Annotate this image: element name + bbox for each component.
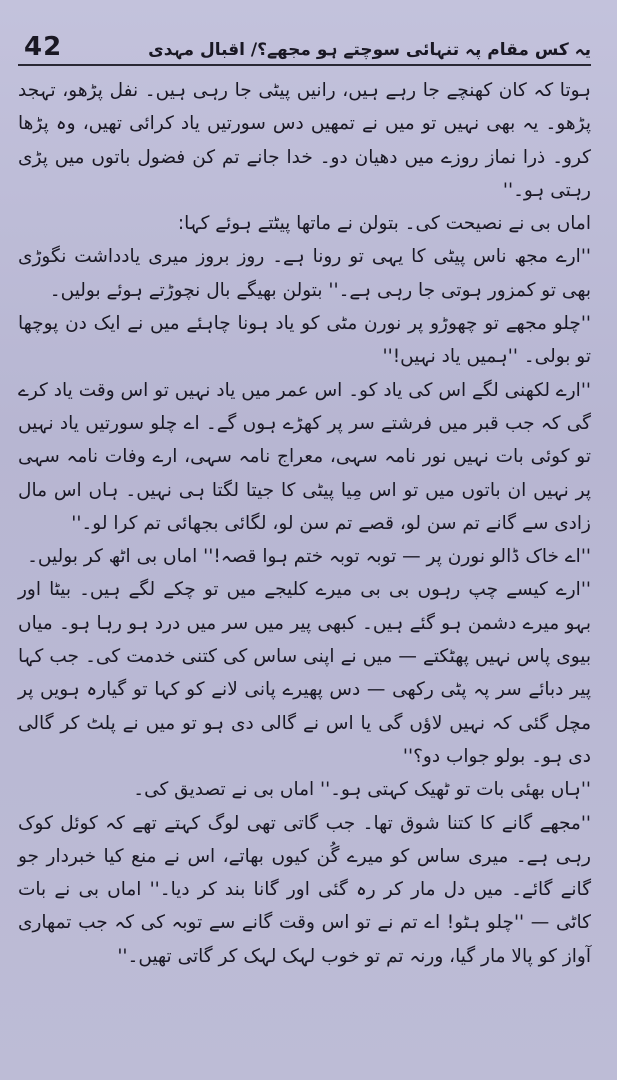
body-text [18,74,591,973]
paragraph: ہوتا کہ کان کھنچے جا رہے ہیں، رانیں پیٹی جا رہی ہیں۔ نفل پڑھو، تہجد پڑھو۔ یہ بھی نہیں تو میں نے تمھیں دس سورتیں یاد کرائی تھیں، وہ پڑھا کرو۔ ذرا نماز روزے میں دھیان دو۔ خدا جانے تم کن فضول باتوں میں پڑی رہتی ہو۔'' [18,80,591,201]
paragraph: ''اے خاک ڈالو نورن پر — توبہ توبہ ختم ہوا قصہ!'' اماں بی اٹھ کر بولیں۔ [27,546,591,568]
paragraph: اماں بی نے نصیحت کی۔ بتولن نے ماتھا پیٹتے ہوئے کہا: [177,213,591,235]
running-title: یہ کس مقام پہ تنہائی سوچتے ہو مجھے؟/ اقبال مہدی [148,40,591,60]
paragraph: ''مجھے گانے کا کتنا شوق تھا۔ جب گاتی تھی لوگ کہتے تھے کہ کوئل کوک رہی ہے۔ میری ساس کو میرے گُن کیوں بھاتے، اس نے منع کیا خبردار جو گانے گائے۔ میں دل مار کر رہ گئی اور گانا بند کر دیا۔'' اماں بی نے بات کاٹی — ''چلو ہٹو! اے تم نے تو اس وقت گانے سے توبہ کی کہ جب تمھاری آواز کو پالا مار گیا، ورنہ تم تو خوب لہک لہک کر گاتی تھیں۔'' [18,812,591,967]
paragraph: ''ارے لکھنی لگے اس کی یاد کو۔ اس عمر میں یاد نہیں تو اس وقت یاد کرے گی کہ جب قبر میں فرشتے سر پر کھڑے ہوں گے۔ اے چلو سورتیں یاد نہیں تو کوئی بات نہیں نور نامہ سہی، معراج نامہ سہی، ارے وفات نامہ سہی پر نہیں ان باتوں میں تو اس مِیا پیٹی کا جیتا لگتا ہی نہیں۔ ہاں اس مال زادی سے گانے تم سن لو، قصے تم سن لو، لگائی بجھائی تم کرا لو۔'' [18,379,591,534]
paragraph: ''ارے مجھ ناس پیٹی کا یہی تو رونا ہے۔ روز بروز میری یادداشت نگوڑی بھی تو کمزور ہوتی جا رہی ہے۔'' بتولن بھیگے بال نچوڑتے ہوئے بولیں۔ [18,246,591,301]
paragraph: ''چلو مجھے تو چھوڑو پر نورن مٹی کو یاد ہونا چاہئے میں نے ایک دن پوچھا تو بولی۔ ''ہمیں یاد نہیں!'' [18,313,591,368]
paragraph: ''ہاں بھئی بات تو ٹھیک کہتی ہو۔'' اماں بی نے تصدیق کی۔ [133,779,591,801]
paragraph: ''ارے کیسے چپ رہوں بی بی میرے کلیجے میں تو چکے لگے ہیں۔ بیٹا اور بہو میرے دشمن ہو گئے ہیں۔ کبھی پیر میں سر میں درد ہو رہا ہو۔ میاں بیوی پاس نہیں پھٹکتے — میں نے اپنی ساس کی کتنی خدمت کی۔ جب کہا پیر دبائے سر پہ پٹی رکھی — دس پھیرے پانی لانے کو کہا تو گیارہ ہویں پر مچل گئی کہ نہیں لاؤں گی یا اس نے گالی دی ہو تو میں نے پلٹ کر گالی دی ہو۔ بولو جواب دو؟'' [18,579,591,767]
page-header [18,30,591,66]
page-number: 42 [24,32,63,62]
